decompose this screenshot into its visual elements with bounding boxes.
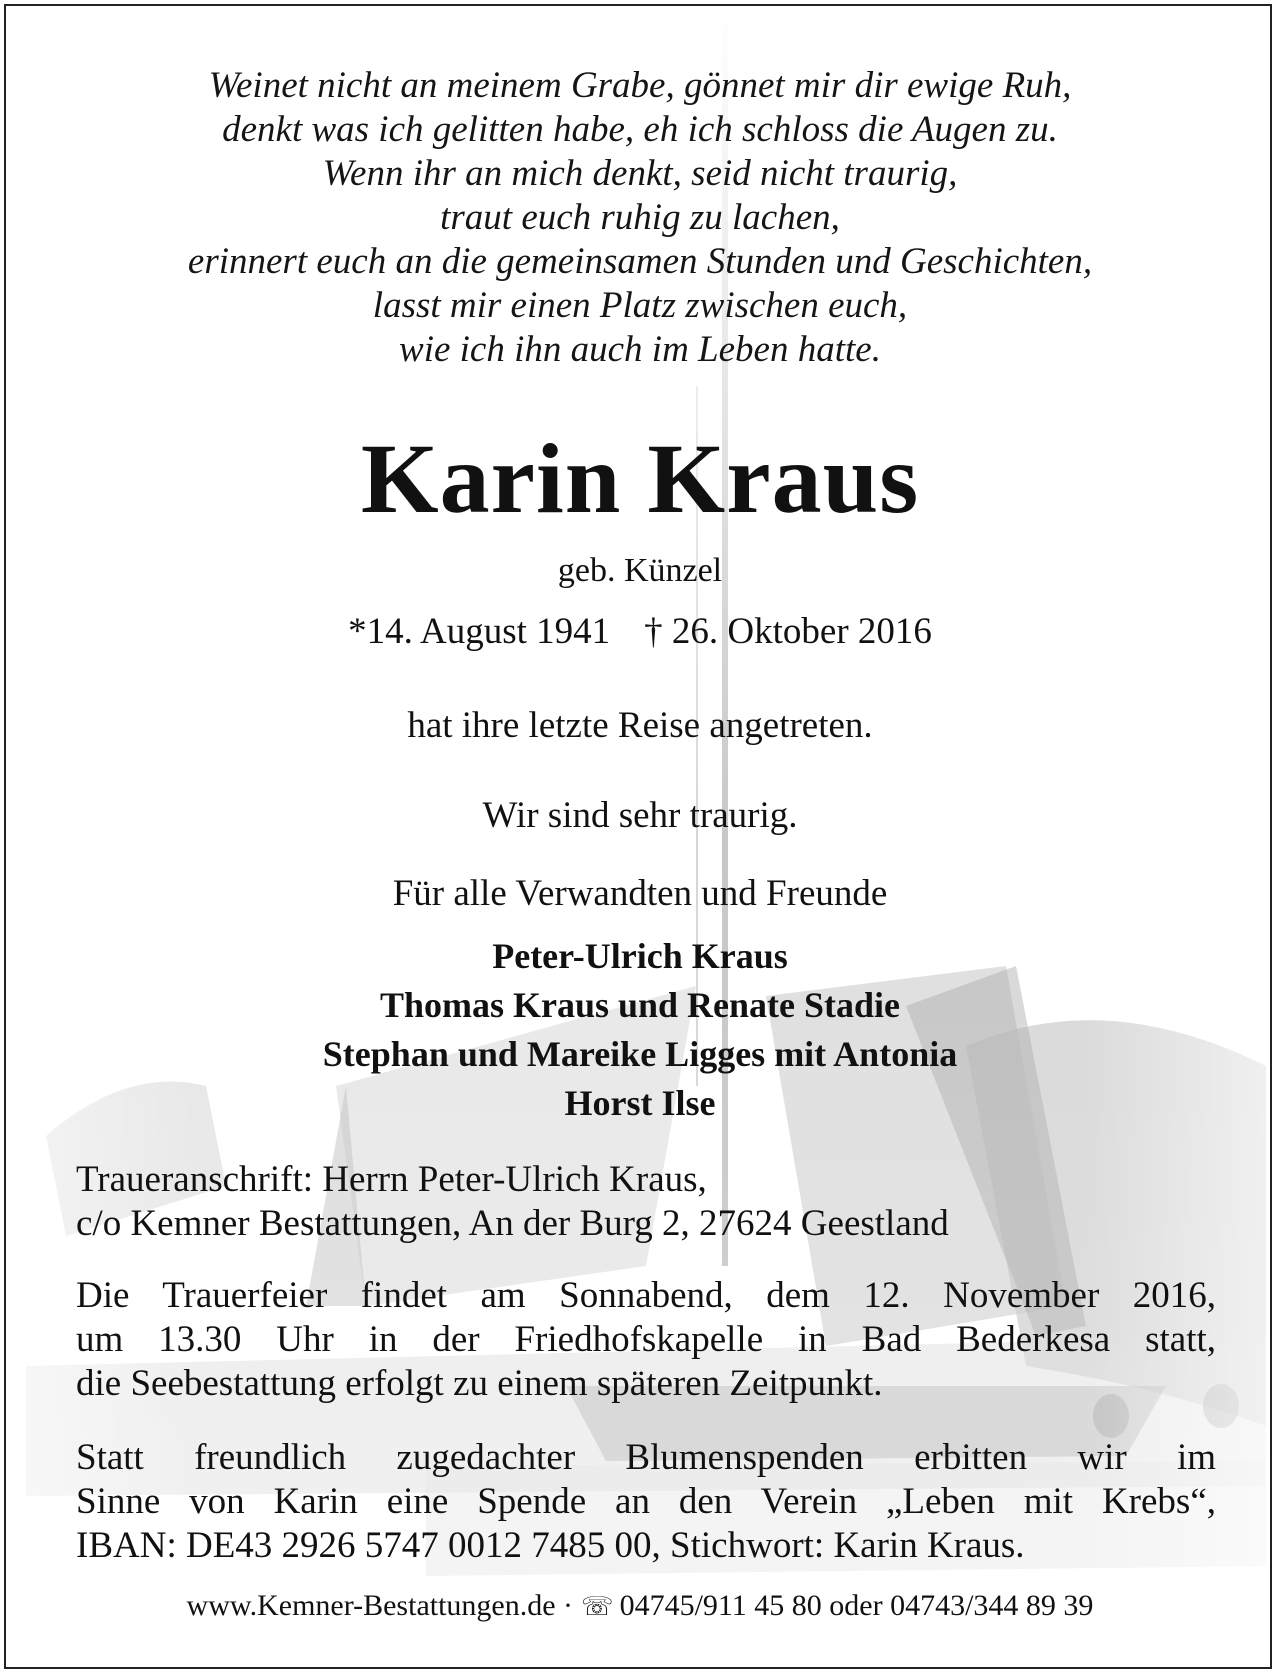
address-line: c/o Kemner Bestattungen, An der Burg 2, 27624 Geestland: [76, 1203, 949, 1244]
deceased-name: Karin Kraus: [360, 423, 920, 534]
mourner-name: Stephan und Mareike Ligges mit Antonia: [322, 1034, 958, 1074]
journey-text: hat ihre letzte Reise angetreten.: [407, 705, 873, 746]
donation-line: Sinne von Karin eine Spende an den Verein „Leben mit Krebs“,: [76, 1481, 1216, 1522]
poem-line: lasst mir einen Platz zwischen euch,: [372, 285, 908, 326]
sad-text: Wir sind sehr traurig.: [482, 795, 798, 836]
poem-line: Wenn ihr an mich denkt, seid nicht traurig,: [322, 153, 958, 194]
birth-name: geb. Künzel: [557, 552, 723, 589]
poem: [6, 64, 1272, 372]
website-link[interactable]: www.Kemner-Bestattungen.de ·: [186, 1589, 574, 1622]
obituary-notice: [4, 4, 1272, 1669]
funeral-info: [76, 1274, 1216, 1406]
mourner-name: Thomas Kraus und Renate Stadie: [379, 985, 901, 1025]
funeral-line: Die Trauerfeier findet am Sonnabend, dem 12. November 2016,: [76, 1275, 1216, 1316]
birth-date: *14. August 1941: [348, 611, 611, 652]
donation-line: IBAN: DE43 2926 5747 0012 7485 00, Stichwort: Karin Kraus.: [76, 1525, 1025, 1566]
funeral-line: um 13.30 Uhr in der Friedhofskapelle in Bad Bederkesa statt,: [76, 1319, 1216, 1360]
footer-contact: [6, 1588, 1272, 1625]
funeral-line: die Seebestattung erfolgt zu einem späteren Zeitpunkt.: [76, 1363, 883, 1404]
mourner-name: Horst Ilse: [564, 1083, 716, 1123]
poem-line: erinnert euch an die gemeinsamen Stunden und Geschichten,: [187, 241, 1093, 282]
death-date: † 26. Oktober 2016: [644, 611, 932, 652]
donation-line: Statt freundlich zugedachter Blumenspenden erbitten wir im: [76, 1437, 1216, 1478]
poem-line: wie ich ihn auch im Leben hatte.: [399, 329, 881, 370]
poem-line: traut euch ruhig zu lachen,: [440, 197, 840, 238]
phone-numbers: 04745/911 45 80 oder 04743/344 89 39: [619, 1589, 1094, 1622]
mourning-address: [76, 1158, 1216, 1246]
mourners-list: [6, 932, 1272, 1128]
mourner-name: Peter-Ulrich Kraus: [492, 936, 788, 976]
life-dates: [6, 610, 1272, 654]
address-line: Traueranschrift: Herrn Peter-Ulrich Kraus,: [76, 1159, 707, 1200]
poem-line: Weinet nicht an meinem Grabe, gönnet mir dir ewige Ruh,: [208, 65, 1072, 106]
donation-info: [76, 1436, 1216, 1568]
telephone-icon: ☏: [581, 1592, 614, 1622]
poem-line: denkt was ich gelitten habe, eh ich schloss die Augen zu.: [222, 109, 1058, 150]
on-behalf-text: Für alle Verwandten und Freunde: [392, 873, 888, 914]
